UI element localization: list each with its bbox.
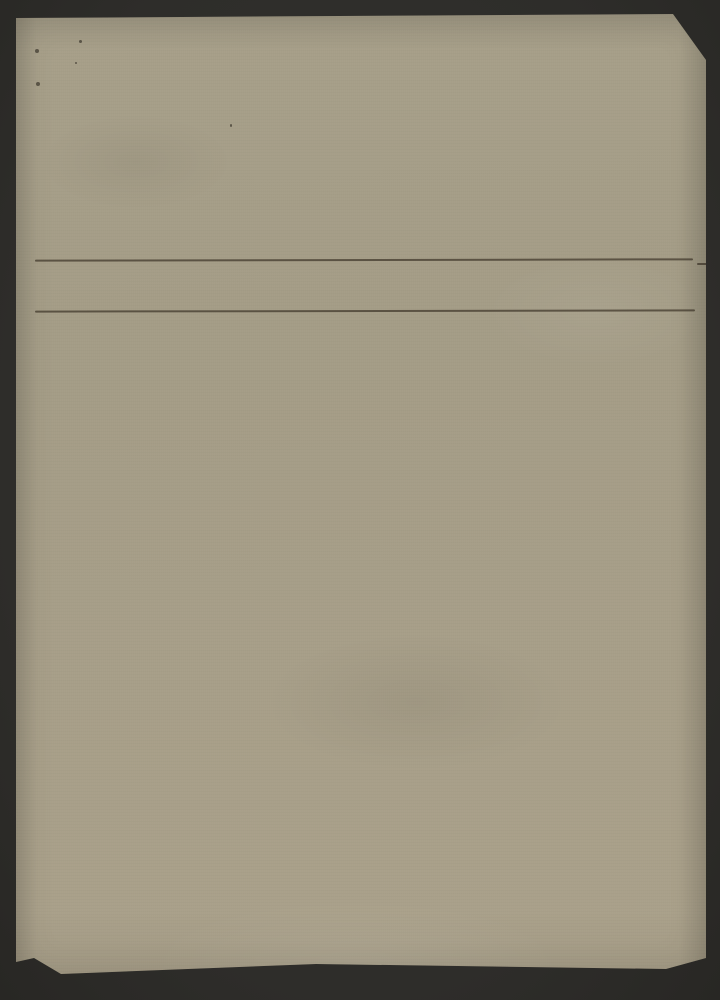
name-list <box>16 12 706 978</box>
document-page <box>16 12 706 978</box>
